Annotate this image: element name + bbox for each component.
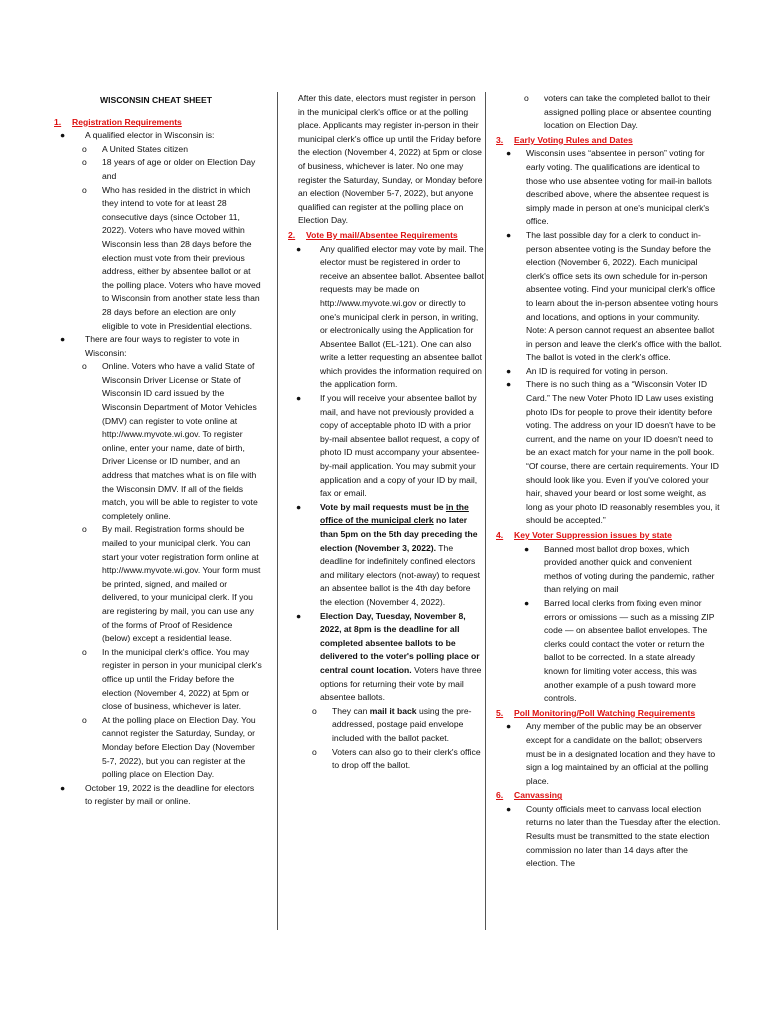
list-item: ● Any qualified elector may vote by mail. The elector must be registered in order to receive an absentee ballot. Absentee ballot requests may be made on http://www.myvote.wi.gov or directly to one's municipal clerk in person, in writing, or electronically using the Application for Absentee Ballot (EL-121). One can also write a letter requesting an absentee ballot which provides the information required on the application form.	[284, 243, 484, 393]
circle-bullet-icon: o	[82, 714, 87, 725]
section-title: Key Voter Suppression issues by state	[514, 530, 672, 540]
list-item: ● Election Day, Tuesday, November 8, 2022, at 8pm is the deadline for all completed absentee ballots to be delivered to the voter's polling place or central count location. Voters have three options for returning their vote by mail absentee ballots.	[284, 610, 484, 705]
list-item: ● Any member of the public may be an observer except for a candidate on the ballot; observers must be in a designated location and they have to sign a log maintained by an official at the polling place.	[492, 720, 722, 788]
sub-list-item: o 18 years of age or older on Election Day and	[50, 156, 262, 183]
column-divider	[485, 92, 486, 930]
section-number: 2.	[288, 229, 296, 240]
bullet-icon: ●	[296, 610, 302, 621]
paragraph: After this date, electors must register in person in the municipal clerk's office or at the polling place. Applicants may register in-person in their municipal clerk's office up until the Friday before the election (November 4, 2022) at 5pm or close of business, whichever is later. No one may register the Saturday, Sunday, or Monday before an election (November 5-7, 2022), but anyone qualified can register at the polling place on Election Day.	[298, 93, 483, 226]
bullet-icon: ●	[60, 334, 66, 345]
bullet-icon: ●	[296, 501, 302, 512]
section-title: Poll Monitoring/Poll Watching Requirements	[514, 707, 696, 718]
list-item: ● October 19, 2022 is the deadline for electors to register by mail or online.	[50, 782, 262, 809]
section-heading-voter-suppression	[492, 529, 722, 543]
bullet-icon: ●	[506, 229, 512, 240]
list-item: ● There is no such thing as a “Wisconsin Voter ID Card.” The new Voter Photo ID Law uses existing photo IDs for people to prove their identity before voting. The address on your ID doesn't have to be current, and the name on your ID doesn't need to be an exact match for your name in the poll book. “Of course, there are certain requirements. Your ID should look like you. Even if you've colored your hair, shaved your beard or lost some weight, as long as your photo ID reasonably resembles you, it should be accepted.”	[492, 378, 722, 528]
sub-list-item: o A United States citizen	[50, 143, 262, 157]
circle-bullet-icon: o	[312, 705, 317, 716]
circle-bullet-icon: o	[82, 524, 87, 535]
list-item: ● Vote by mail requests must be in the office of the municipal clerk no later than 5pm on the 5th day preceding the election (November 3, 2022). The deadline for indefinitely confined electors and military electors (not-away) to request an absentee ballot is the 4th day before the election (November 4, 2022).	[284, 501, 484, 610]
document-title: WISCONSIN CHEAT SHEET	[99, 95, 213, 105]
circle-bullet-icon: o	[82, 361, 87, 372]
section-heading-absentee	[284, 229, 484, 243]
section-title: Canvassing	[514, 790, 563, 801]
list-item: ● The last possible day for a clerk to conduct in-person absentee voting is the Sunday before the election (November 6, 2022). Each municipal clerk's office sets its own schedule for in-person absentee voting. Find your municipal clerk's office to learn about the in-person absentee voting hours and locations, and options in your community. Note: A person cannot request an absentee ballot in person and leave the clerk's office with the ballot. The ballot is voted in the clerk's office.	[492, 229, 722, 365]
list-item: ● Banned most ballot drop boxes, which provided another quick and convenient methos of voting during the pandemic, rather than relying on mail	[492, 543, 722, 597]
bullet-icon: ●	[506, 721, 512, 732]
bullet-icon: ●	[506, 379, 512, 390]
sub-list-item: o Who has resided in the district in which they intend to vote for at least 28 consecutive days (since October 11, 2022). Voters who have moved within Wisconsin less than 28 days before the election must vote from their previous address, either by absentee ballot or at the polling place. Voters who have moved to Wisconsin from another state less than 28 days before an election are only eligible to vote in Presidential elections.	[50, 184, 262, 334]
column-2	[284, 92, 484, 773]
circle-bullet-icon: o	[82, 157, 87, 168]
bullet-icon: ●	[296, 243, 302, 254]
section-number: 1.	[54, 116, 62, 127]
section-number: 4.	[496, 530, 504, 540]
column-3	[492, 92, 722, 871]
bullet-icon: ●	[60, 130, 66, 141]
list-item: ● County officials meet to canvass local election returns no later than the Tuesday after the election. Results must be transmitted to the state election commission no later than 14 days after the election. The	[492, 803, 722, 871]
circle-bullet-icon: o	[312, 746, 317, 757]
section-number: 5.	[496, 707, 504, 718]
sub-list-item: o In the municipal clerk's office. You may register in person in your municipal clerk's office up until the Friday before the election (November 4, 2022) at 5pm or close of business, whichever is later.	[50, 646, 262, 714]
bullet-icon: ●	[524, 543, 530, 554]
section-number: 3.	[496, 134, 504, 145]
column-divider	[277, 92, 278, 930]
circle-bullet-icon: o	[82, 143, 87, 154]
sub-list-item: o At the polling place on Election Day. You cannot register the Saturday, Sunday, or Monday before Election Day (November 5-7, 2022), but you can register at the polling place on Election Day.	[50, 714, 262, 782]
section-title: Vote By mail/Absentee Requirements	[306, 229, 458, 240]
bullet-icon: ●	[524, 597, 530, 608]
section-title: Early Voting Rules and Dates	[514, 134, 633, 145]
bullet-icon: ●	[60, 782, 66, 793]
sub-list-item: o Online. Voters who have a valid State of Wisconsin Driver License or State of Wisconsin ID card issued by the Wisconsin Department of Motor Vehicles (DMV) can register to vote online at http://www.myvote.wi.gov. To register online, enter your name, date of birth, Driver License or ID number, and an address that matches what is on file with the Wisconsin DMV. If all of the fields match, you will be able to register to vote completely online.	[50, 360, 262, 523]
list-item: ● If you will receive your absentee ballot by mail, and have not previously provided a copy of acceptable photo ID with a prior by-mail absentee ballot request, a copy of photo ID must accompany your absentee-by-mail application. You may submit your application and a copy of your ID by mail, fax or email.	[284, 392, 484, 501]
section-heading-canvassing	[492, 789, 722, 803]
circle-bullet-icon: o	[524, 93, 529, 103]
list-item: ● Barred local clerks from fixing even minor errors or omissions — such as a missing ZIP code — on absentee ballot envelopes. The clerks could contact the voter or return the ballot to be corrected. In a state already known for limiting voter access, this was another example of a push toward more controls.	[492, 597, 722, 706]
sub-list-item: o By mail. Registration forms should be mailed to your municipal clerk. You can start your voter registration form online at http://www.myvote.wi.gov. Your form must be printed, signed, and mailed or delivered, to your municipal clerk. If you are registering by mail, you can use any of the forms of Proof of Residence (below) except a residential lease.	[50, 523, 262, 645]
section-heading-early-voting	[492, 134, 722, 148]
section-number: 6.	[496, 790, 504, 801]
section-heading-registration	[50, 116, 262, 130]
list-item: ● There are four ways to register to vote in Wisconsin:	[50, 333, 262, 360]
list-item: ● An ID is required for voting in person.	[492, 365, 722, 379]
list-item: ● Wisconsin uses “absentee in person” voting for early voting. The qualifications are identical to those who use absentee voting for mail-in ballots described above, where the absentee request is simply made in person at one's municipal clerk's office.	[492, 147, 722, 229]
bullet-icon: ●	[506, 803, 512, 814]
circle-bullet-icon: o	[82, 646, 87, 657]
column-1	[50, 92, 262, 809]
sub-list-item: o voters can take the completed ballot to their assigned polling place or absentee counting location on Election Day.	[492, 92, 722, 133]
bullet-icon: ●	[506, 148, 512, 159]
circle-bullet-icon: o	[82, 184, 87, 195]
sub-list-item: o Voters can also go to their clerk's office to drop off the ballot.	[284, 746, 484, 773]
list-item: ● A qualified elector in Wisconsin is:	[50, 129, 262, 143]
bullet-icon: ●	[506, 365, 512, 376]
section-heading-poll-monitoring	[492, 707, 722, 721]
sub-list-item: o They can mail it back using the pre-addressed, postage paid envelope included with the ballot packet.	[284, 705, 484, 746]
bullet-icon: ●	[296, 393, 302, 404]
section-title: Registration Requirements	[72, 116, 182, 127]
